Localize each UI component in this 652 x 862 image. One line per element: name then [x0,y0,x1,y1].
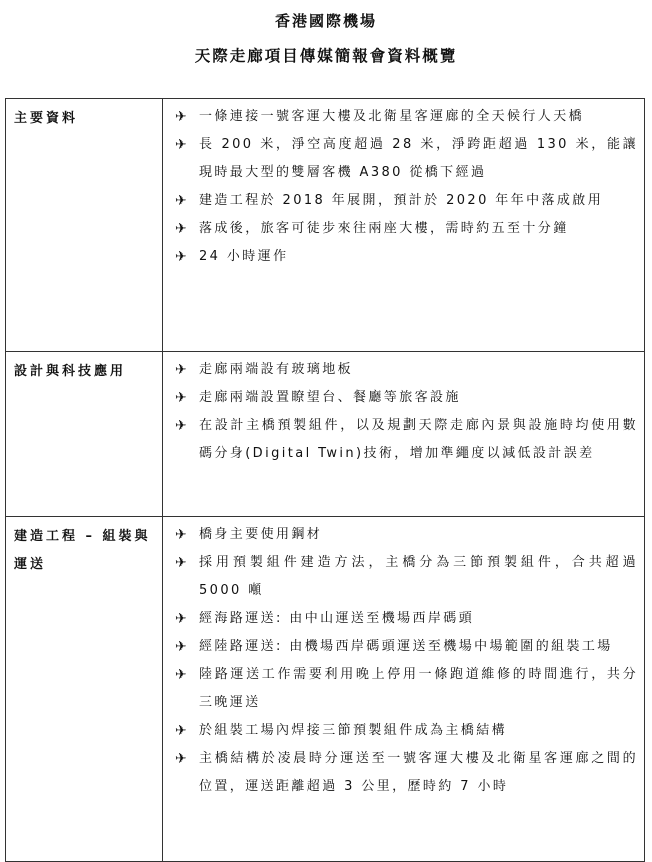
list-item-text: 一條連接一號客運大樓及北衛星客運廊的全天候行人天橋 [199,109,585,124]
airplane-icon: ✈ [175,109,187,125]
list-item [173,243,638,271]
list-item-text: 經海路運送: 由中山運送至機場西岸碼頭 [199,611,475,626]
section-content [163,517,645,862]
airplane-icon: ✈ [175,723,187,739]
list-item [173,187,638,215]
list-item [173,521,638,549]
list-item-text: 經陸路運送: 由機場西岸碼頭運送至機場中場範圍的組裝工場 [199,639,613,654]
airplane-icon: ✈ [175,667,187,683]
airplane-icon: ✈ [175,362,187,378]
section-content [163,99,645,352]
list-item-text: 走廊兩端設有玻璃地板 [199,362,354,377]
list-item-text: 建造工程於 2018 年展開，預計於 2020 年年中落成啟用 [199,193,604,208]
list-item [173,412,638,468]
list-item-text: 24 小時運作 [199,249,289,264]
table-row-key-info [6,99,645,352]
list-item [173,384,638,412]
list-item-text: 走廊兩端設置瞭望台、餐廳等旅客設施 [199,390,461,405]
list-item [173,633,638,661]
table-row-design-tech [6,352,645,517]
airplane-icon: ✈ [175,221,187,237]
list-item-text: 橋身主要使用鋼材 [199,527,323,542]
list-item [173,717,638,745]
list-item [173,103,638,131]
section-content [163,352,645,517]
list-item [173,549,638,605]
section-label: 主要資料 [6,99,163,352]
section-label: 設計與科技應用 [6,352,163,517]
bullet-list [173,103,638,271]
list-item [173,745,638,801]
list-item-text: 長 200 米，淨空高度超過 28 米，淨跨距超過 130 米，能讓現時最大型的雙層客機 A380 從橋下經過 [199,137,638,180]
airplane-icon: ✈ [175,751,187,767]
airplane-icon: ✈ [175,611,187,627]
airplane-icon: ✈ [175,555,187,571]
table-row-construction [6,517,645,862]
airplane-icon: ✈ [175,249,187,265]
airplane-icon: ✈ [175,418,187,434]
airplane-icon: ✈ [175,639,187,655]
list-item-text: 主橋結構於凌晨時分運送至一號客運大樓及北衛星客運廊之間的位置，運送距離超過 3 公里，歷時約 7 小時 [199,751,638,794]
airplane-icon: ✈ [175,390,187,406]
airplane-icon: ✈ [175,193,187,209]
list-item-text: 採用預製組件建造方法，主橋分為三節預製組件，合共超過 5000 噸 [199,555,638,598]
list-item [173,215,638,243]
list-item [173,605,638,633]
document-title: 香港國際機場 [274,12,377,30]
section-label: 建造工程 – 組裝與運送 [6,517,163,862]
list-item [173,661,638,717]
airplane-icon: ✈ [175,137,187,153]
list-item-text: 陸路運送工作需要利用晚上停用一條跑道維修的時間進行，共分三晚運送 [199,667,638,710]
document-subtitle: 天際走廊項目傳媒簡報會資料概覽 [194,47,458,65]
list-item-text: 在設計主橋預製組件，以及規劃天際走廊內景與設施時均使用數碼分身(Digital Twin)技術，增加準繩度以減低設計誤差 [199,418,638,461]
airplane-icon: ✈ [175,527,187,543]
info-table [5,98,645,862]
bullet-list [173,521,638,801]
list-item-text: 落成後，旅客可徒步來往兩座大樓，需時約五至十分鐘 [199,221,569,236]
list-item [173,131,638,187]
list-item [173,356,638,384]
bullet-list [173,356,638,468]
list-item-text: 於組裝工場內焊接三節預製組件成為主橋結構 [199,723,508,738]
